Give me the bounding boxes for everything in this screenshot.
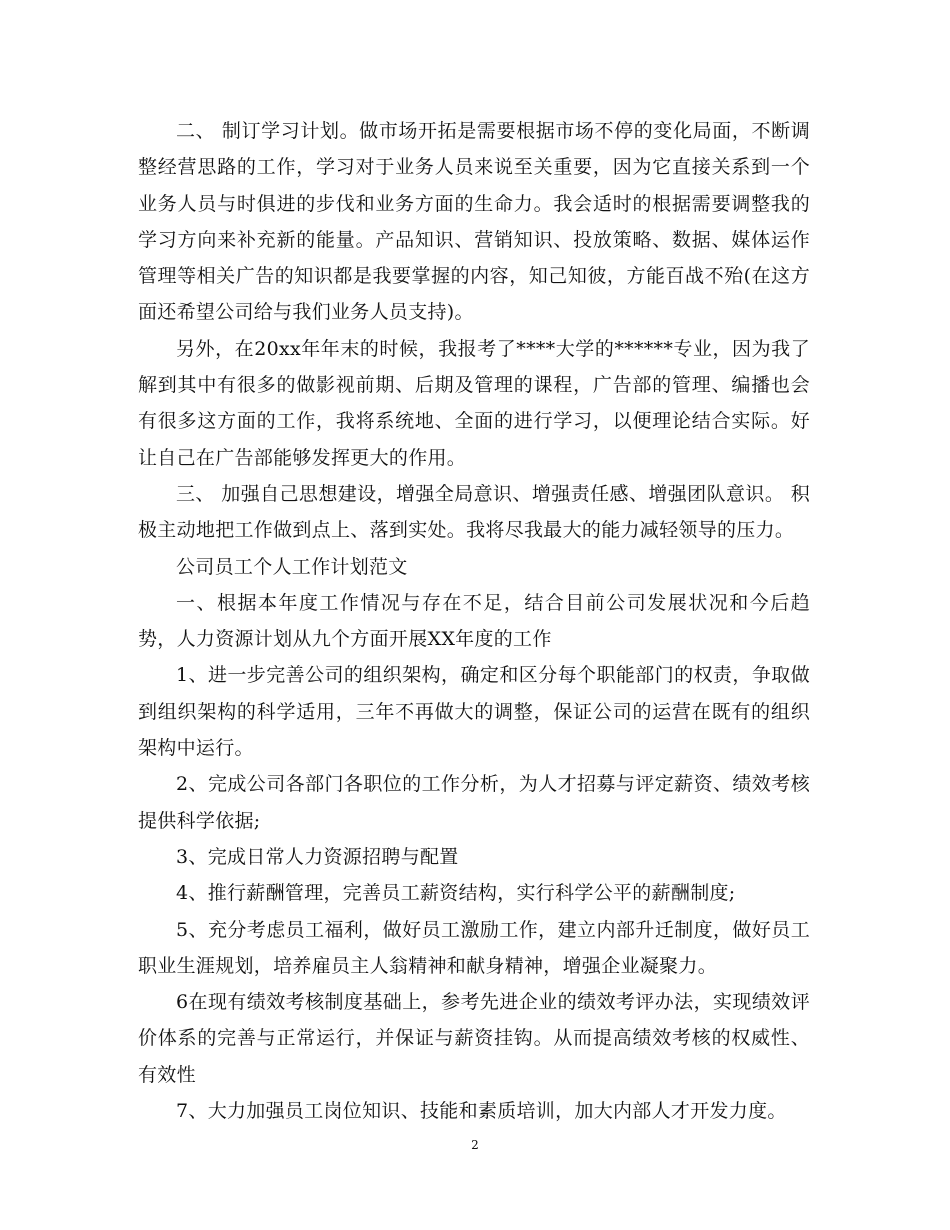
list-item-7: 7、大力加强员工岗位知识、技能和素质培训，加大内部人才开发力度。: [176, 1100, 787, 1123]
paragraph-university-enrollment: 另外，在20xx年年末的时候，我报考了****大学的******专业，因为我了解到其中有很多的做影视前期、后期及管理的课程，广告部的管理、编播也会有很多这方面的工作，我将系统地、全面的进行学习，以便理论结合实际。好让自己在广告部能够发挥更大的作用。: [138, 337, 810, 469]
section-heading: 公司员工个人工作计划范文: [176, 555, 408, 578]
paragraph-study-plan: 二、 制订学习计划。做市场开拓是需要根据市场不停的变化局面，不断调整经营思路的工作，学习对于业务人员来说至关重要，因为它直接关系到一个业务人员与时俱进的步伐和业务方面的生命力。我会适时的根据需要调整我的学习方向来补充新的能量。产品知识、营销知识、投放策略、数据、媒体运作管理等相关广告的知识都是我要掌握的内容，知己知彼，方能百战不殆(在这方面还希望公司给与我们业务人员支持)。: [138, 120, 810, 324]
paragraph-ideology-building: 三、 加强自己思想建设，增强全局意识、增强责任感、增强团队意识。 积极主动地把工作做到点上、落到实处。我将尽我最大的能力减轻领导的压力。: [138, 482, 810, 542]
paragraph-hr-plan-intro: 一、根据本年度工作情况与存在不足，结合目前公司发展状况和今后趋势，人力资源计划从九个方面开展XX年度的工作: [138, 591, 810, 651]
list-item-1: 1、进一步完善公司的组织架构，确定和区分每个职能部门的权责，争取做到组织架构的科学适用，三年不再做大的调整，保证公司的运营在既有的组织架构中运行。: [138, 664, 810, 760]
document-body: [138, 113, 810, 1129]
list-item-2: 2、完成公司各部门各职位的工作分析，为人才招募与评定薪资、绩效考核提供科学依据;: [138, 773, 810, 832]
list-item-3: 3、完成日常人力资源招聘与配置: [176, 845, 459, 868]
list-item-5: 5、充分考虑员工福利，做好员工激励工作，建立内部升迁制度，做好员工职业生涯规划，培养雇员主人翁精神和献身精神，增强企业凝聚力。: [138, 918, 810, 977]
list-item-6: 6在现有绩效考核制度基础上，参考先进企业的绩效考评办法，实现绩效评价体系的完善与正常运行，并保证与薪资挂钩。从而提高绩效考核的权威性、有效性: [138, 991, 810, 1086]
list-item-4: 4、推行薪酬管理，完善员工薪资结构，实行科学公平的薪酬制度;: [176, 882, 736, 905]
page-number: 2: [471, 1138, 479, 1152]
